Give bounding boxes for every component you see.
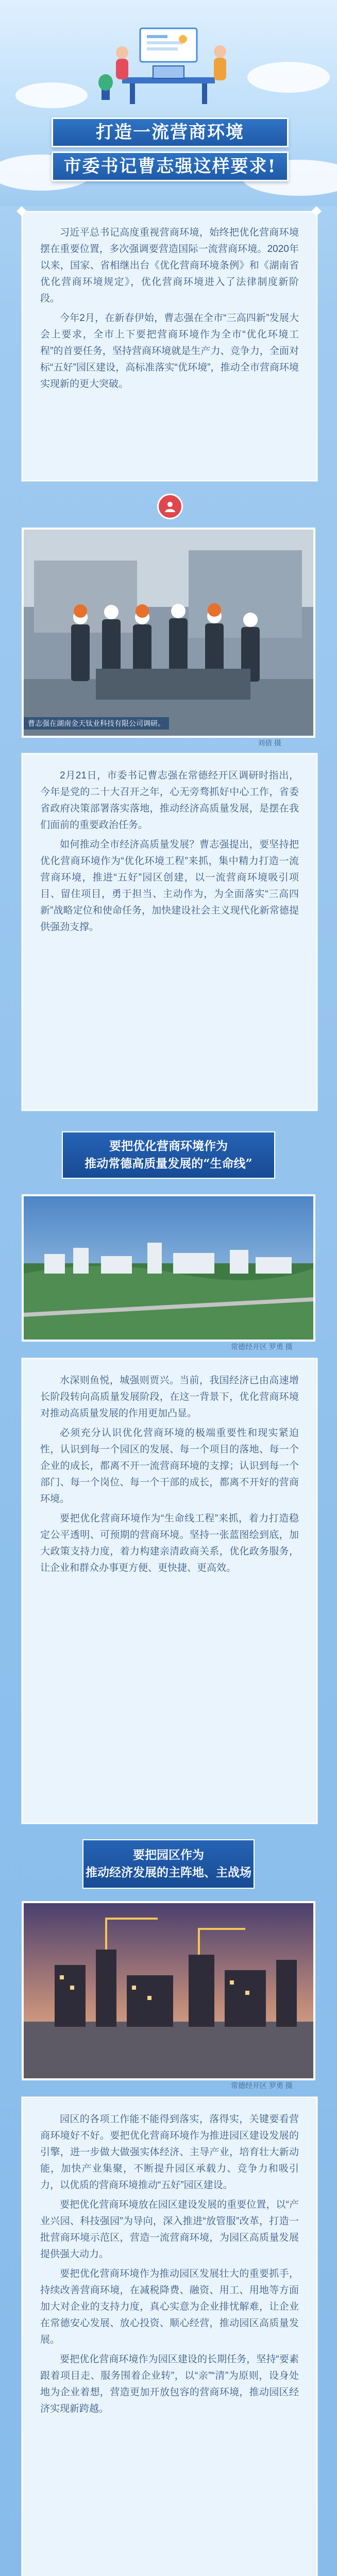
section2-paragraph-3: 要把优化营商环境作为“生命线工程”来抓，着力打造稳定公平透明、可预期的营商环境。坚持一张蓝图绘到底，加大政策支持力度，着力构建亲清政商关系，优化政务服务，让企业和群众办事更方便、更快捷、更高效。 (40, 1513, 299, 1573)
intro-panel (22, 211, 317, 481)
section1-panel (22, 753, 317, 1111)
hero-header (0, 0, 337, 206)
park-aerial-scene (24, 1196, 313, 1340)
section3-paragraph-2: 要把优化营商环境放在园区建设发展的重要位置，以“产业兴园、科技强园”为导向，深入推进“放管服”改革，打造一批营商环境示范区，营造一流营商环境，为园区高质量发展提供强大动力。 (40, 2199, 299, 2260)
section2-text (40, 1372, 299, 1580)
photo1-credit: 刘倩 摄 (258, 739, 281, 747)
section3-heading-line2: 推动经济发展的主阵地、主战场 (86, 1866, 251, 1879)
user-badge-icon (157, 494, 183, 519)
section1-text (40, 768, 299, 939)
section2-heading (62, 1131, 275, 1179)
section1-paragraph-1: 2月21日，市委书记曹志强在常德经开区调研时指出，今年是党的二十大召开之年，心无旁骛抓好中心工作，省委省政府决策部署落实落地，推动经济高质量发展，是摆在我们面前的重要政治任务。 (40, 770, 299, 831)
photo-industrial-park (22, 1194, 315, 1342)
title-line-1: 打造一流营商环境 (52, 117, 289, 147)
office-illustration (91, 21, 246, 108)
title-line-2: 市委书记曹志强这样要求! (52, 151, 289, 181)
photo3-credit: 常德经开区 罗勇 摄 (231, 2081, 293, 2090)
section1-paragraph-2: 如何推动全市经济高质量发展？曹志强提出，要坚持把优化营商环境作为“优化环境工程”来抓，集中精力打造一流营商环境，推进“五好”园区创建，以一流营商环境吸引项目、留住项目，勇于担当、主动作为，为全面落实“三高四新”战略定位和使命任务，加快建设社会主义现代化新常德提供强劲支撑。 (40, 839, 299, 933)
intro-text (40, 225, 299, 396)
inspection-scene (24, 530, 313, 736)
photo-inspection (22, 528, 315, 738)
section3-paragraph-4: 要把优化营商环境作为园区建设的长期任务，坚持“要素跟着项目走、服务围着企业转”，以“亲”“清”为原则，设身处地为企业着想，营造更加开放包容的营商环境，推动园区经济实现新跨越。 (40, 2354, 299, 2414)
construction-scene (24, 1903, 313, 2078)
person-icon (163, 500, 177, 513)
photo2-credit: 常德经开区 罗勇 摄 (231, 1343, 293, 1351)
section2-panel (22, 1358, 317, 1824)
section3-paragraph-3: 要把优化营商环境作为推动园区发展壮大的重要抓手，持续改善营商环境，在减税降费、融资、用工、用地等方面加大对企业的支持力度，真心实意为企业排忧解难，让企业在常德安心发展、放心投资、顺心经营，推动园区高质量发展。 (40, 2268, 299, 2345)
section3-text (40, 2111, 299, 2420)
section3-panel (22, 2097, 317, 2576)
section2-paragraph-1: 水深则鱼悦，城强则贾兴。当前，我国经济已由高速增长阶段转向高质量发展阶段，在这一背景下，优化营商环境对推动高质量发展的作用更加凸显。 (40, 1375, 299, 1419)
section3-heading (82, 1839, 255, 1889)
section3-heading-line1: 要把园区作为 (133, 1848, 204, 1862)
section2-heading-line2: 推动常德高质量发展的“生命线” (85, 1157, 252, 1171)
photo-construction-site (22, 1901, 315, 2080)
intro-paragraph-1: 习近平总书记高度重视营商环境，始终把优化营商环境摆在重要位置，多次强调要营造国际一流营商环境。2020年以来，国家、省相继出台《优化营商环境条例》和《湖南省优化营商环境规定》，优化营商环境进入了法律制度新阶段。 (40, 227, 299, 304)
section2-heading-line1: 要把优化营商环境作为 (109, 1139, 228, 1153)
section3-paragraph-1: 园区的各项工作能不能得到落实，落得实，关键要看营商环境好不好。要把优化营商环境作为推进园区建设发展的引擎，进一步做大做强实体经济、主导产业，培育壮大新动能，加快产业集聚，不断提升园区承载力、竞争力和吸引力，以优质的营商环境推动“五好”园区建设。 (40, 2114, 299, 2191)
section2-paragraph-2: 必须充分认识优化营商环境的极端重要性和现实紧迫性，认识到每一个园区的发展、每一个项目的落地、每一个企业的成长，都离不开一流营商环境的支撑；认识到每一个部门、每一个岗位、每一个干部的成长，都离不开好的营商环境。 (40, 1428, 299, 1504)
photo1-caption: 曹志强在湖南金天钛业科技有限公司调研。 (24, 717, 169, 730)
intro-paragraph-2: 今年2月，在新春伊始，曹志强在全市“三高四新”发展大会上要求，全市上下要把营商环境作为全市“优化环境工程”的首要任务，坚持营商环境就是生产力、竞争力，全面对标“五好”园区建设，高标准落实“优环境”，推动全市营商环境实现新的更大突破。 (40, 313, 299, 389)
